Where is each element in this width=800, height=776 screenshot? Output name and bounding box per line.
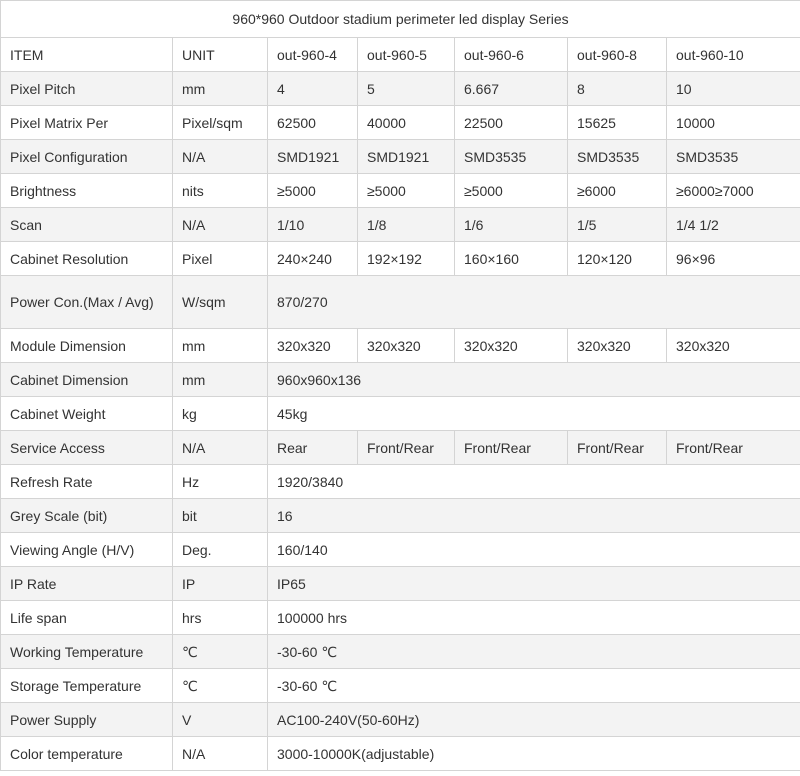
header-cell-model: out-960-6 — [455, 38, 568, 72]
unit-cell: mm — [173, 363, 268, 397]
value-cell: 16 — [268, 499, 800, 533]
value-cell: 120×120 — [568, 242, 667, 276]
table-row — [1, 669, 800, 703]
value-cell: 1/8 — [358, 208, 455, 242]
value-cell: -30-60 ℃ — [268, 669, 800, 703]
value-cell: SMD3535 — [568, 140, 667, 174]
value-cell: 320x320 — [455, 329, 568, 363]
table-title-row — [1, 1, 800, 38]
item-name-cell: Pixel Configuration — [1, 140, 173, 174]
item-name-cell: Cabinet Resolution — [1, 242, 173, 276]
value-cell: 3000-10000K(adjustable) — [268, 737, 800, 771]
item-name-cell: Storage Temperature — [1, 669, 173, 703]
item-name-cell: Cabinet Dimension — [1, 363, 173, 397]
unit-cell: V — [173, 703, 268, 737]
table-row — [1, 242, 800, 276]
unit-cell: N/A — [173, 431, 268, 465]
unit-cell: ℃ — [173, 635, 268, 669]
unit-cell: N/A — [173, 737, 268, 771]
table-row — [1, 635, 800, 669]
table-row — [1, 499, 800, 533]
value-cell: ≥5000 — [268, 174, 358, 208]
table-row — [1, 106, 800, 140]
table-row — [1, 567, 800, 601]
header-cell-model: out-960-5 — [358, 38, 455, 72]
value-cell: 40000 — [358, 106, 455, 140]
item-name-cell: Pixel Matrix Per — [1, 106, 173, 140]
item-name-cell: Brightness — [1, 174, 173, 208]
value-cell: ≥5000 — [455, 174, 568, 208]
item-name-cell: Power Con.(Max / Avg) — [1, 276, 173, 329]
value-cell: Rear — [268, 431, 358, 465]
unit-cell: bit — [173, 499, 268, 533]
value-cell: AC100-240V(50-60Hz) — [268, 703, 800, 737]
header-cell-unit: UNIT — [173, 38, 268, 72]
value-cell: 1/5 — [568, 208, 667, 242]
header-cell-model: out-960-10 — [667, 38, 800, 72]
unit-cell: Pixel/sqm — [173, 106, 268, 140]
item-name-cell: Pixel Pitch — [1, 72, 173, 106]
header-cell-model: out-960-4 — [268, 38, 358, 72]
header-cell-model: out-960-8 — [568, 38, 667, 72]
value-cell: 240×240 — [268, 242, 358, 276]
value-cell: ≥6000≥7000 — [667, 174, 800, 208]
item-name-cell: Working Temperature — [1, 635, 173, 669]
unit-cell: hrs — [173, 601, 268, 635]
value-cell: 8 — [568, 72, 667, 106]
value-cell: SMD3535 — [455, 140, 568, 174]
table-title: 960*960 Outdoor stadium perimeter led display Series — [1, 1, 800, 38]
value-cell: 1/6 — [455, 208, 568, 242]
value-cell: 22500 — [455, 106, 568, 140]
unit-cell: Deg. — [173, 533, 268, 567]
value-cell: ≥5000 — [358, 174, 455, 208]
table-row — [1, 140, 800, 174]
item-name-cell: Module Dimension — [1, 329, 173, 363]
value-cell: 320x320 — [568, 329, 667, 363]
header-cell-item: ITEM — [1, 38, 173, 72]
value-cell: 1/10 — [268, 208, 358, 242]
table-row — [1, 72, 800, 106]
value-cell: Front/Rear — [667, 431, 800, 465]
value-cell: 4 — [268, 72, 358, 106]
value-cell: 62500 — [268, 106, 358, 140]
unit-cell: ℃ — [173, 669, 268, 703]
value-cell: 160×160 — [455, 242, 568, 276]
value-cell: 10000 — [667, 106, 800, 140]
table-header-row — [1, 38, 800, 72]
table-row — [1, 533, 800, 567]
value-cell: Front/Rear — [455, 431, 568, 465]
unit-cell: kg — [173, 397, 268, 431]
value-cell: -30-60 ℃ — [268, 635, 800, 669]
table-row — [1, 208, 800, 242]
unit-cell: mm — [173, 329, 268, 363]
value-cell: SMD3535 — [667, 140, 800, 174]
table-row — [1, 329, 800, 363]
value-cell: SMD1921 — [358, 140, 455, 174]
value-cell: 96×96 — [667, 242, 800, 276]
table-row — [1, 397, 800, 431]
value-cell: SMD1921 — [268, 140, 358, 174]
value-cell: 870/270 — [268, 276, 800, 329]
item-name-cell: Life span — [1, 601, 173, 635]
table-row — [1, 601, 800, 635]
table-row — [1, 276, 800, 329]
table-row — [1, 174, 800, 208]
table-row — [1, 737, 800, 771]
value-cell: 320x320 — [268, 329, 358, 363]
unit-cell: Pixel — [173, 242, 268, 276]
value-cell: 1/4 1/2 — [667, 208, 800, 242]
item-name-cell: Service Access — [1, 431, 173, 465]
value-cell: 45kg — [268, 397, 800, 431]
item-name-cell: IP Rate — [1, 567, 173, 601]
unit-cell: Hz — [173, 465, 268, 499]
unit-cell: IP — [173, 567, 268, 601]
value-cell: 5 — [358, 72, 455, 106]
item-name-cell: Cabinet Weight — [1, 397, 173, 431]
value-cell: 10 — [667, 72, 800, 106]
value-cell: Front/Rear — [568, 431, 667, 465]
item-name-cell: Refresh Rate — [1, 465, 173, 499]
value-cell: 100000 hrs — [268, 601, 800, 635]
value-cell: 1920/3840 — [268, 465, 800, 499]
table-row — [1, 363, 800, 397]
unit-cell: N/A — [173, 140, 268, 174]
item-name-cell: Viewing Angle (H/V) — [1, 533, 173, 567]
unit-cell: N/A — [173, 208, 268, 242]
unit-cell: mm — [173, 72, 268, 106]
item-name-cell: Scan — [1, 208, 173, 242]
value-cell: 960x960x136 — [268, 363, 800, 397]
value-cell: 160/140 — [268, 533, 800, 567]
unit-cell: nits — [173, 174, 268, 208]
table-row — [1, 703, 800, 737]
value-cell: IP65 — [268, 567, 800, 601]
item-name-cell: Color temperature — [1, 737, 173, 771]
value-cell: 320x320 — [358, 329, 455, 363]
unit-cell: W/sqm — [173, 276, 268, 329]
table-row — [1, 431, 800, 465]
table-row — [1, 465, 800, 499]
value-cell: ≥6000 — [568, 174, 667, 208]
value-cell: 15625 — [568, 106, 667, 140]
item-name-cell: Grey Scale (bit) — [1, 499, 173, 533]
value-cell: 6.667 — [455, 72, 568, 106]
value-cell: 320x320 — [667, 329, 800, 363]
item-name-cell: Power Supply — [1, 703, 173, 737]
value-cell: Front/Rear — [358, 431, 455, 465]
value-cell: 192×192 — [358, 242, 455, 276]
